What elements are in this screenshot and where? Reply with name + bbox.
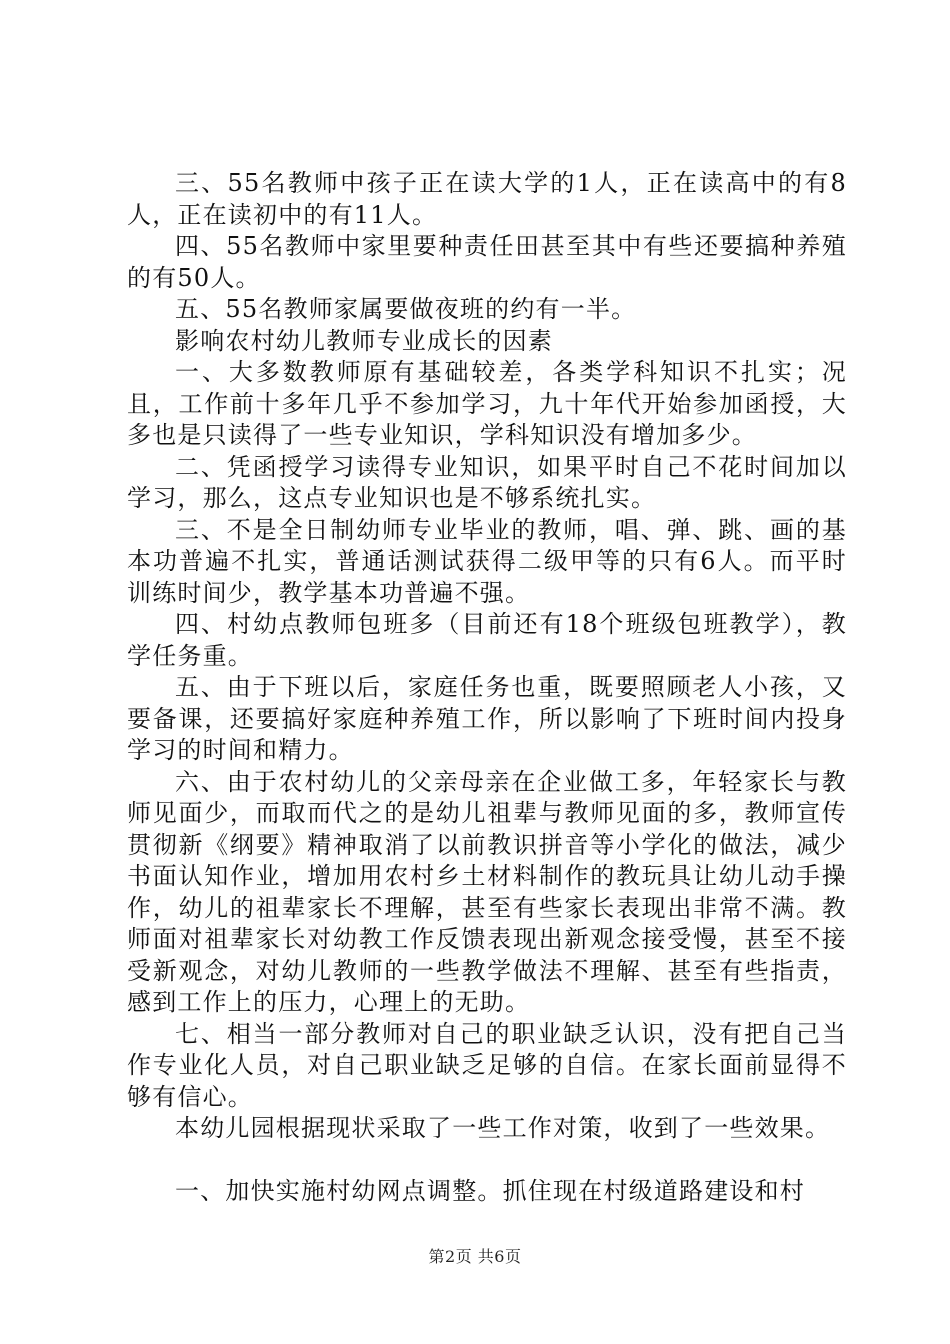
section-heading: 影响农村幼儿教师专业成长的因素	[175, 326, 553, 355]
paragraph-spacer	[127, 1145, 847, 1176]
paragraph: 一、加快实施村幼网点调整。抓住现在村级道路建设和村	[175, 1176, 805, 1205]
paragraph: 二、凭函授学习读得专业知识，如果平时自己不花时间加以学习，那么，这点专业知识也是不够系统扎实。	[127, 452, 847, 512]
paragraph: 一、大多数教师原有基础较差，各类学科知识不扎实；况且，工作前十多年几乎不参加学习，九十年代开始参加函授，大多也是只读得了一些专业知识，学科知识没有增加多少。	[127, 358, 847, 449]
paragraph: 三、不是全日制幼师专业毕业的教师，唱、弹、跳、画的基本功普遍不扎实，普通话测试获得二级甲等的只有6人。而平时训练时间少，教学基本功普遍不强。	[127, 515, 847, 607]
page-footer: 第2页 共6页	[428, 1247, 522, 1266]
paragraph: 四、村幼点教师包班多（目前还有18个班级包班教学），教学任务重。	[127, 610, 847, 670]
paragraph: 三、55名教师中孩子正在读大学的1人，正在读高中的有8人，正在读初中的有11人。	[127, 169, 847, 229]
document-body	[127, 168, 847, 1207]
paragraph: 五、由于下班以后，家庭任务也重，既要照顾老人小孩，又要备课，还要搞好家庭种养殖工作，所以影响了下班时间内投身学习的时间和精力。	[127, 673, 847, 764]
paragraph: 五、55名教师家属要做夜班的约有一半。	[175, 295, 637, 323]
paragraph: 四、55名教师中家里要种责任田甚至其中有些还要搞种养殖的有50人。	[127, 232, 847, 292]
paragraph: 六、由于农村幼儿的父亲母亲在企业做工多，年轻家长与教师见面少，而取而代之的是幼儿祖辈与教师见面的多，教师宣传贯彻新《纲要》精神取消了以前教识拼音等小学化的做法，减少书面认知作业，增加用农村乡土材料制作的教玩具让幼儿动手操作，幼儿的祖辈家长不理解，甚至有些家长表现出非常不满。教师面对祖辈家长对幼教工作反馈表现出新观念接受慢，甚至不接受新观念，对幼儿教师的一些教学做法不理解、甚至有些指责，感到工作上的压力，心理上的无助。	[127, 767, 847, 1016]
paragraph: 七、相当一部分教师对自己的职业缺乏认识，没有把自己当作专业化人员，对自己职业缺乏足够的自信。在家长面前显得不够有信心。	[127, 1019, 847, 1111]
paragraph: 本幼儿园根据现状采取了一些工作对策，收到了一些效果。	[175, 1114, 831, 1142]
